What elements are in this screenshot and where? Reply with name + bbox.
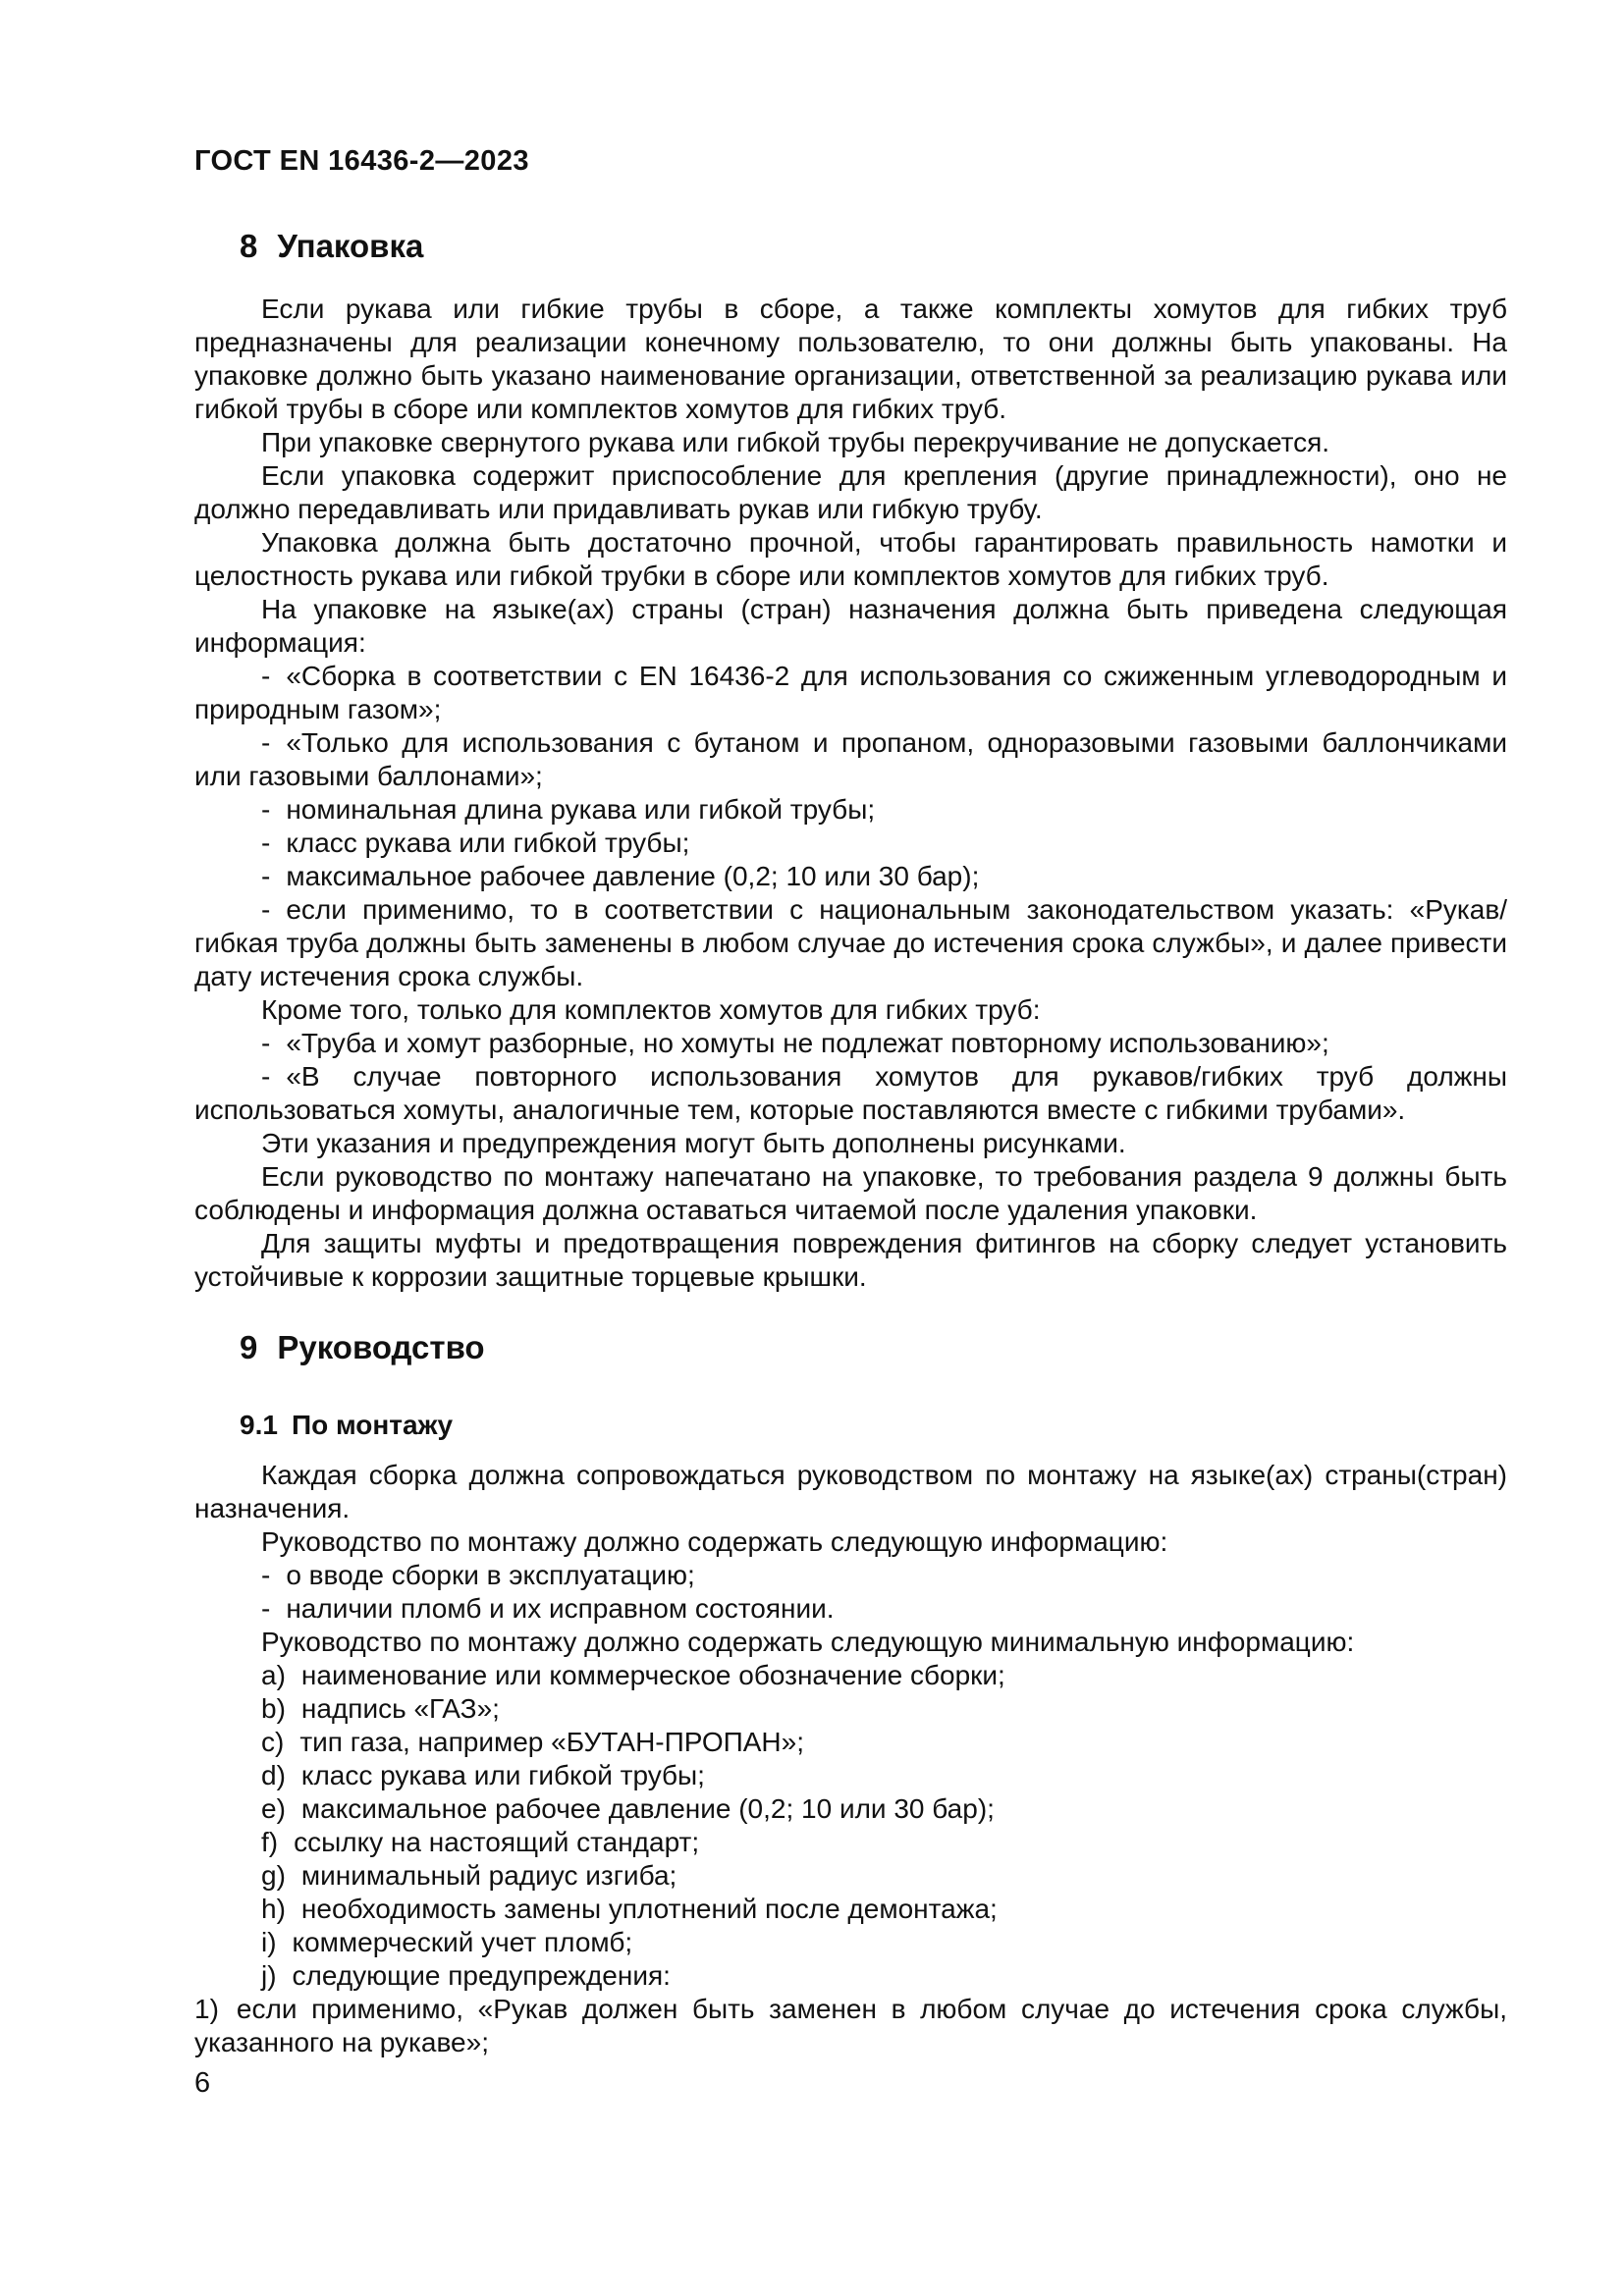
text-run: если применимо, «Рукав должен быть заменен в любом случае до истечения срока службы, указанного на рукаве»;	[194, 1994, 1507, 2057]
subsection-heading	[194, 1408, 1507, 1443]
text-run: Руководство по монтажу должно содержать следующую информацию:	[261, 1526, 1168, 1557]
paragraph	[194, 293, 1507, 426]
list-marker: d)	[261, 1760, 286, 1790]
list-item	[194, 1859, 1507, 1893]
section-heading	[194, 226, 1507, 267]
text-run: тип газа, например «БУТАН-ПРОПАН»;	[299, 1727, 804, 1757]
list-marker: a)	[261, 1660, 286, 1690]
text-run: наличии пломб и их исправном состоянии.	[286, 1593, 835, 1624]
text-run: ссылку на настоящий стандарт;	[294, 1827, 700, 1857]
list-item	[194, 1792, 1507, 1826]
list-item	[194, 1759, 1507, 1792]
list-marker: -	[261, 861, 271, 891]
list-item	[194, 1959, 1507, 1993]
text-run: если применимо, то в соответствии с национальным законодательством указать: «Рукав/гибкая труба должны быть заменены в любом случае до истечения срока службы», и далее привести дату истечения срока службы.	[194, 894, 1507, 991]
list-marker: g)	[261, 1860, 286, 1891]
paragraph	[194, 1459, 1507, 1525]
paragraph	[194, 1160, 1507, 1227]
page-number: 6	[194, 2067, 211, 2099]
list-item	[194, 1060, 1507, 1127]
heading-number: 8	[240, 228, 258, 264]
text-run: класс рукава или гибкой трубы;	[300, 1760, 705, 1790]
heading-title: По монтажу	[291, 1410, 454, 1440]
list-item	[194, 893, 1507, 993]
list-marker: j)	[261, 1960, 277, 1991]
list-item	[194, 793, 1507, 827]
paragraph	[194, 1626, 1507, 1659]
text-run: максимальное рабочее давление (0,2; 10 или 30 бар);	[286, 861, 980, 891]
paragraph	[194, 993, 1507, 1027]
text-run: Упаковка должна быть достаточно прочной, чтобы гарантировать правильность намотки и целостность рукава или гибкой трубки в сборе или комплектов хомутов для гибких труб.	[194, 527, 1507, 591]
list-item	[194, 860, 1507, 893]
list-item	[194, 1726, 1507, 1759]
text-run: «В случае повторного использования хомутов для рукавов/гибких труб должны использоваться хомуты, аналогичные тем, которые поставляются вместе с гибкими трубами».	[194, 1061, 1507, 1125]
list-item	[194, 1027, 1507, 1060]
list-item	[194, 726, 1507, 793]
list-marker: b)	[261, 1693, 286, 1724]
text-run: класс рукава или гибкой трубы;	[286, 828, 690, 858]
list-item	[194, 1893, 1507, 1926]
heading-number: 9.1	[240, 1410, 278, 1440]
text-run: На упаковке на языке(ах) страны (стран) назначения должна быть приведена следующая информация:	[194, 594, 1507, 658]
text-run: Если руководство по монтажу напечатано на упаковке, то требования раздела 9 должны быть соблюдены и информация должна оставаться читаемой после удаления упаковки.	[194, 1161, 1507, 1225]
list-marker: c)	[261, 1727, 285, 1757]
list-marker: -	[261, 1061, 271, 1092]
list-item	[194, 660, 1507, 726]
list-marker: -	[261, 1593, 271, 1624]
heading-title: Упаковка	[277, 228, 424, 264]
doc-header: ГОСТ EN 16436-2—2023	[194, 145, 529, 177]
text-run: максимальное рабочее давление (0,2; 10 или 30 бар);	[300, 1793, 995, 1824]
list-marker: 1)	[194, 1994, 219, 2024]
document-content	[194, 226, 1507, 2059]
list-marker: -	[261, 1028, 271, 1058]
list-item	[194, 1692, 1507, 1726]
list-marker: -	[261, 828, 271, 858]
text-run: При упаковке свернутого рукава или гибкой трубы перекручивание не допускается.	[261, 427, 1330, 457]
section-heading	[194, 1327, 1507, 1368]
text-run: Кроме того, только для комплектов хомутов для гибких труб:	[261, 994, 1041, 1025]
text-run: следующие предупреждения:	[292, 1960, 671, 1991]
heading-number: 9	[240, 1329, 258, 1365]
text-run: Если рукава или гибкие трубы в сборе, а также комплекты хомутов для гибких труб предназначены для реализации конечному пользователю, то они должны быть упакованы. На упаковке должно быть указано наименование организации, ответственной за реализацию рукава или гибкой трубы в сборе или комплектов хомутов для гибких труб.	[194, 294, 1507, 424]
paragraph	[194, 593, 1507, 660]
list-item	[194, 827, 1507, 860]
list-marker: h)	[261, 1894, 286, 1924]
text-run: коммерческий учет пломб;	[292, 1927, 633, 1957]
text-run: необходимость замены уплотнений после демонтажа;	[300, 1894, 998, 1924]
list-marker: i)	[261, 1927, 277, 1957]
text-run: номинальная длина рукава или гибкой трубы;	[286, 794, 876, 825]
list-item	[194, 1592, 1507, 1626]
text-run: наименование или коммерческое обозначение сборки;	[300, 1660, 1005, 1690]
text-run: «Сборка в соответствии с EN 16436-2 для использования со сжиженным углеводородным и природным газом»;	[194, 661, 1507, 724]
paragraph	[194, 1525, 1507, 1559]
paragraph	[194, 1227, 1507, 1294]
text-run: Каждая сборка должна сопровождаться руководством по монтажу на языке(ах) страны(стран) назначения.	[194, 1460, 1507, 1523]
text-run: минимальный радиус изгиба;	[300, 1860, 677, 1891]
text-run: «Труба и хомут разборные, но хомуты не подлежат повторному использованию»;	[286, 1028, 1329, 1058]
list-subitem	[194, 1993, 1507, 2059]
paragraph	[194, 1127, 1507, 1160]
list-marker: f)	[261, 1827, 279, 1857]
list-marker: e)	[261, 1793, 286, 1824]
list-marker: -	[261, 894, 271, 925]
list-item	[194, 1826, 1507, 1859]
text-run: надпись «ГАЗ»;	[300, 1693, 500, 1724]
text-run: Руководство по монтажу должно содержать следующую минимальную информацию:	[261, 1627, 1355, 1657]
text-run: Если упаковка содержит приспособление для крепления (другие принадлежности), оно не должно передавливать или придавливать рукав или гибкую трубу.	[194, 460, 1507, 524]
paragraph	[194, 459, 1507, 526]
heading-title: Руководство	[277, 1329, 485, 1365]
text-run: о вводе сборки в эксплуатацию;	[286, 1560, 695, 1590]
list-marker: -	[261, 727, 271, 758]
list-item	[194, 1559, 1507, 1592]
list-item	[194, 1659, 1507, 1692]
list-marker: -	[261, 794, 271, 825]
text-run: Для защиты муфты и предотвращения повреждения фитингов на сборку следует установить устойчивые к коррозии защитные торцевые крышки.	[194, 1228, 1507, 1292]
text-run: «Только для использования с бутаном и пропаном, одноразовыми газовыми баллончиками или газовыми баллонами»;	[194, 727, 1507, 791]
list-item	[194, 1926, 1507, 1959]
text-run: Эти указания и предупреждения могут быть дополнены рисунками.	[261, 1128, 1126, 1158]
list-marker: -	[261, 661, 271, 691]
list-marker: -	[261, 1560, 271, 1590]
paragraph	[194, 526, 1507, 593]
paragraph	[194, 426, 1507, 459]
